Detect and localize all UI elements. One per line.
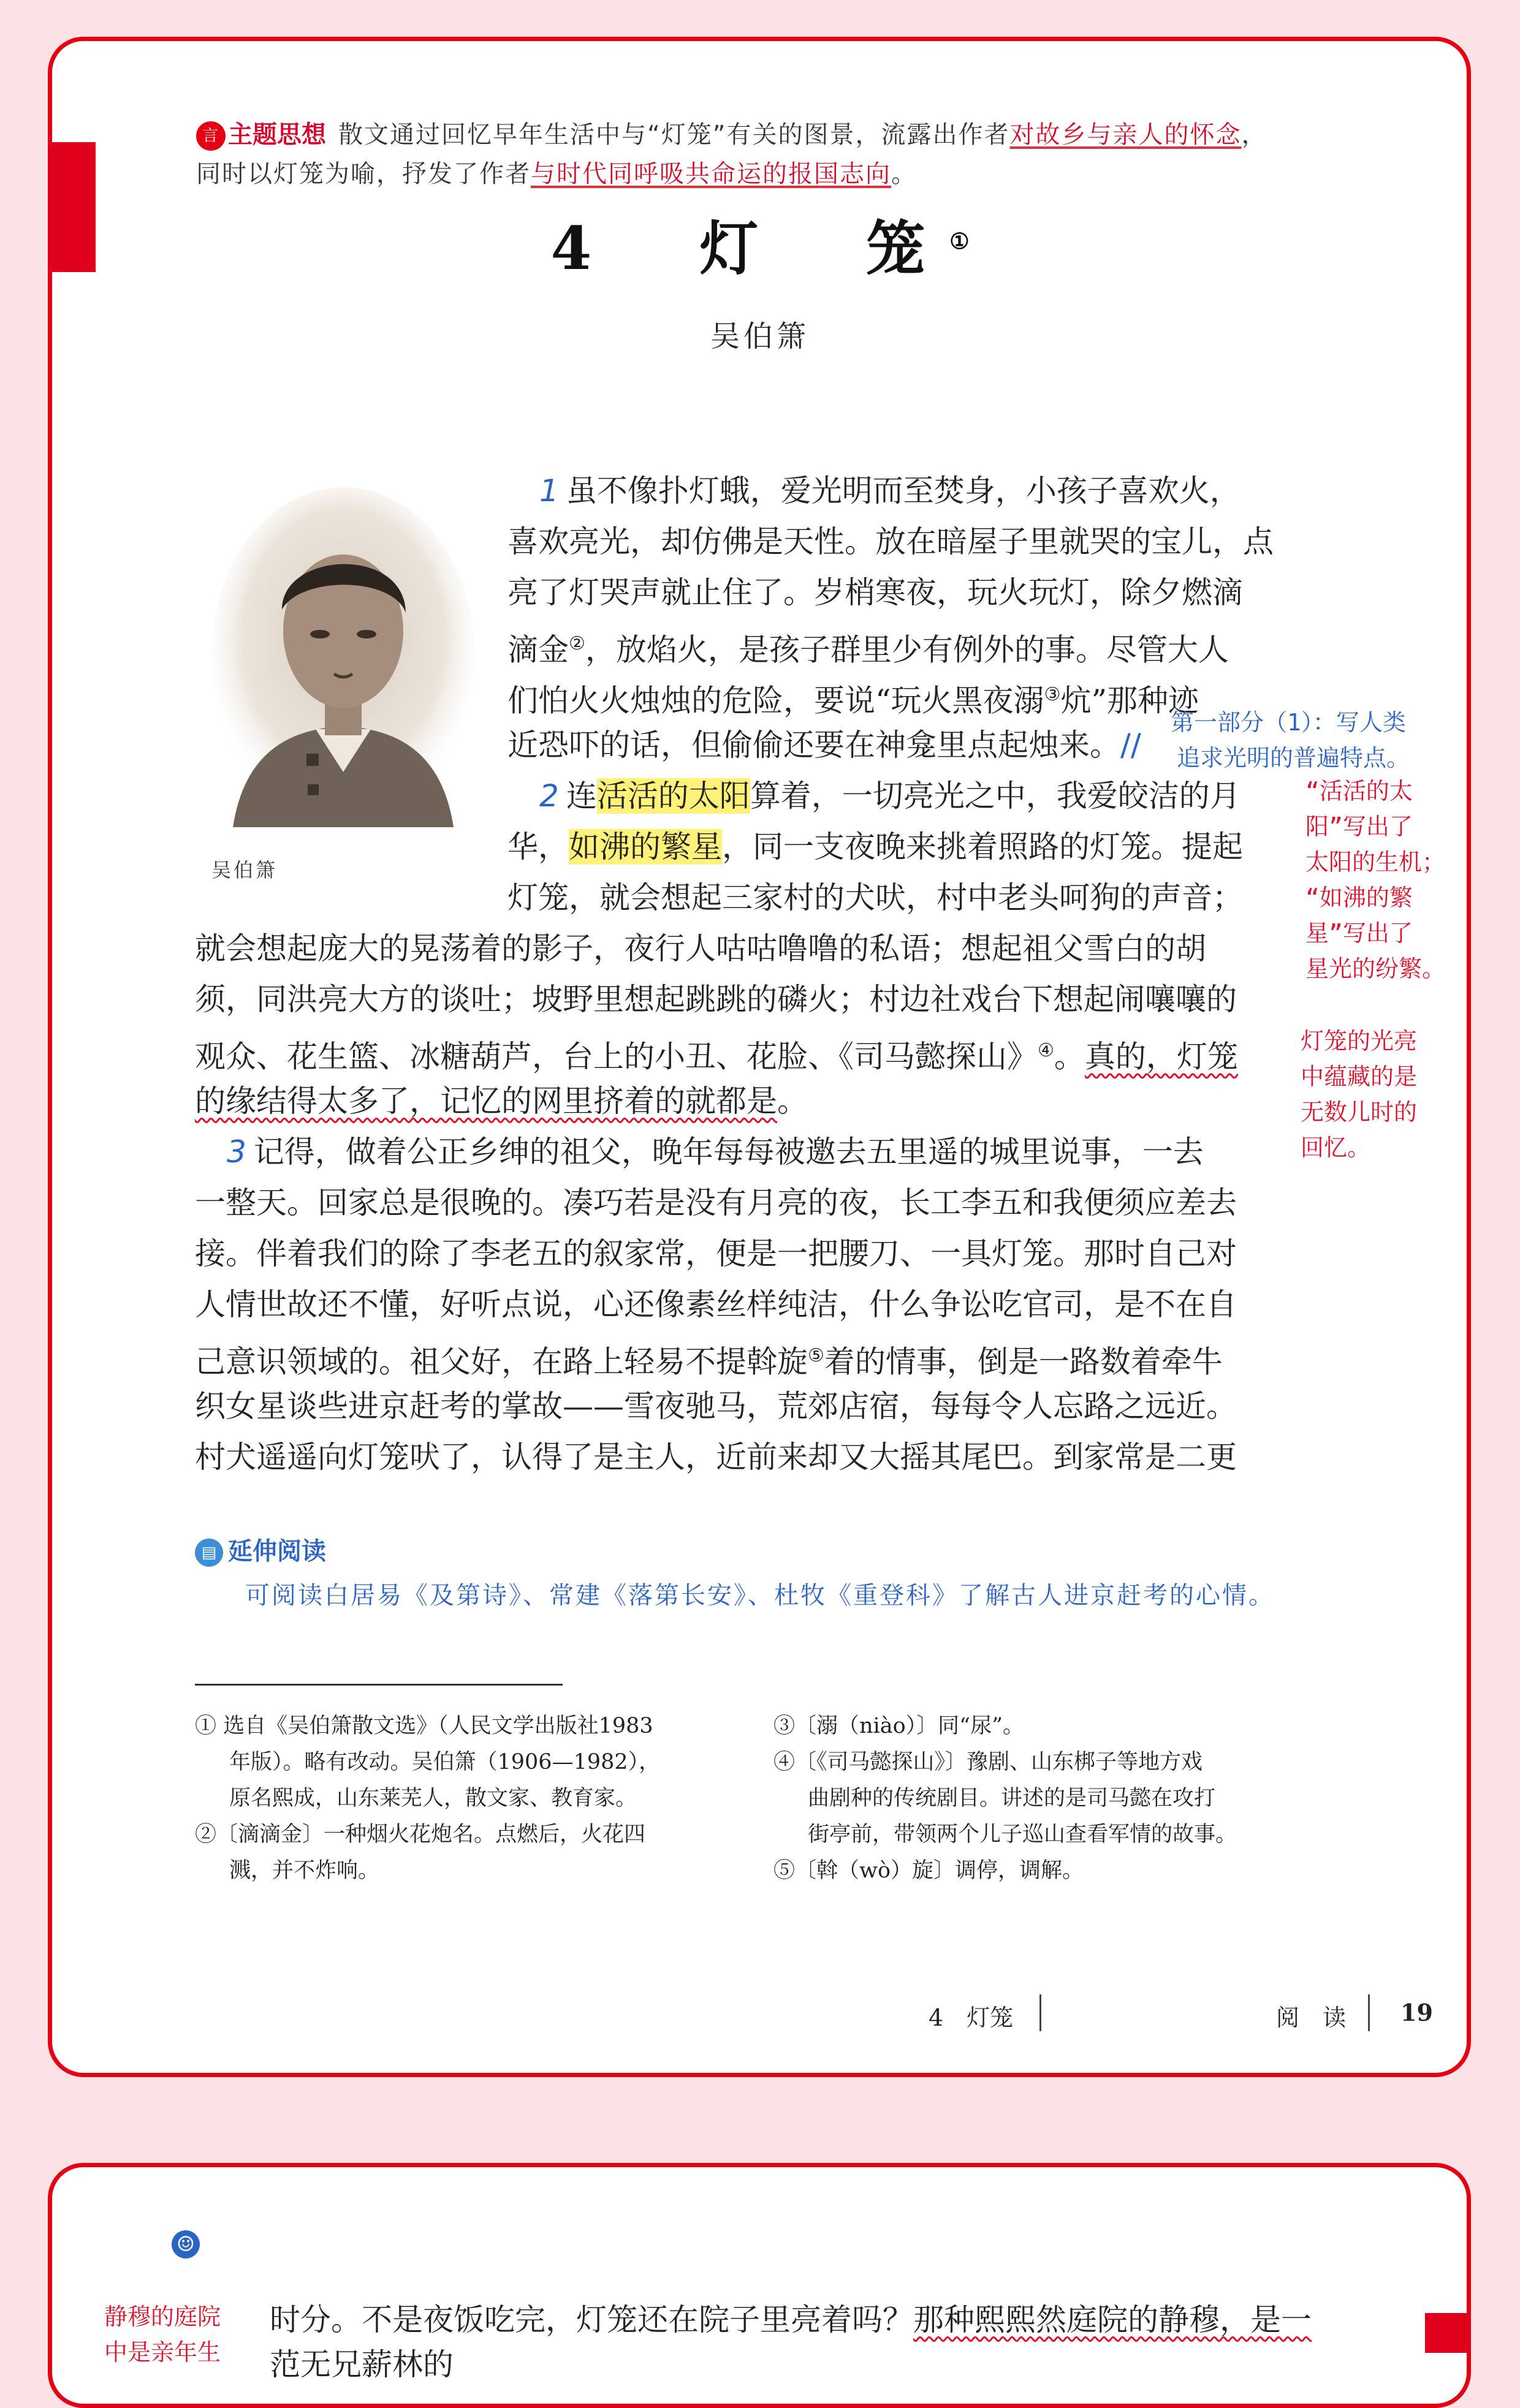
footnote-line: 溅，并不炸响。 — [229, 1858, 380, 1883]
text: 时分。不是夜饭吃完，灯笼还在院子里亮着吗？ — [270, 2302, 913, 2338]
footer-divider — [1039, 1994, 1041, 2031]
body-line: 亮了灯哭声就止住了。岁梢寒夜，玩火玩灯，除夕燃滴 — [507, 575, 1243, 610]
title-footnote-mark: ① — [949, 229, 970, 254]
annotation-line: 无数儿时的 — [1301, 1099, 1418, 1126]
body-line: 一整天。回家总是很晚的。凑巧若是没有月亮的夜，长工李五和我便须应差去 — [195, 1185, 1237, 1221]
body-line: 范无兄薪林的 — [270, 2347, 454, 2382]
footnotes-right — [773, 1708, 1237, 1889]
body-line — [195, 1076, 808, 1127]
wavy-underlined-text: 的缘结得太多了，记忆的网里挤着的就都是 — [195, 1083, 777, 1119]
body-line — [507, 720, 1141, 771]
footnotes-left — [195, 1708, 660, 1889]
footer-section: 阅 读 — [1276, 2004, 1347, 2031]
margin-annotation-imagery — [1305, 773, 1445, 986]
theme-marked-text: 对故乡与亲人的怀念 — [1009, 121, 1242, 149]
page-number: 19 — [1400, 1999, 1433, 2026]
paragraph-number: 1 — [539, 473, 559, 509]
footnote-line: 原名熙成，山东莱芜人，散文家、教育家。 — [229, 1786, 637, 1811]
theme-icon: 言 — [196, 121, 226, 151]
wavy-underlined-text: 真的，灯笼 — [1084, 1039, 1238, 1075]
text: 华， — [507, 829, 569, 865]
annotation-line: 星”写出了 — [1305, 920, 1413, 947]
annotation-line: 第一部分（1）：写人类 — [1171, 709, 1406, 736]
body-line: 须，同洪亮大方的谈吐；坡野里想起跳跳的磷火；村边社戏台下想起闹嚷嚷的 — [195, 982, 1237, 1017]
theme-text: 散文通过回忆早年生活中与“灯笼”有关的图景，流露出作者 — [338, 121, 1010, 149]
text: 。 — [1054, 1039, 1085, 1075]
theme-line-1 — [196, 115, 1416, 154]
text: 观众、花生篮、冰糖葫芦，台上的小丑、花脸、《司马懿探山》 — [195, 1039, 1038, 1075]
section-divider-mark: // — [1120, 727, 1141, 763]
highlighted-phrase: 如沸的繁星 — [569, 829, 722, 865]
footnote-line: 年版）。略有改动。吴伯箫（1906—1982）， — [229, 1750, 661, 1774]
footnote-mark: ③ — [1044, 684, 1061, 705]
theme-line-2 — [196, 154, 1416, 194]
body-line — [539, 771, 1241, 822]
text: 记得，做着公正乡绅的祖父，晚年每每被邀去五里遥的城里说事，一去 — [253, 1134, 1204, 1170]
text: ，放焰火，是孩子群里少有例外的事。尽管大人 — [585, 632, 1229, 668]
smiley-icon: ☺ — [172, 2230, 200, 2258]
next-page-annotation — [104, 2299, 221, 2370]
footnote-line: 曲剧种的传统剧目。讲述的是司马懿在攻打 — [808, 1786, 1216, 1811]
text: 炕”那种迹 — [1060, 683, 1199, 719]
extension-tag-label: 延伸阅读 — [228, 1537, 326, 1566]
footnote-line: 街亭前，带领两个儿子巡山查看军情的故事。 — [808, 1822, 1237, 1847]
theme-punct: ， — [1241, 121, 1267, 149]
text: 虽不像扑灯蛾，爱光明而至焚身，小孩子喜欢火， — [566, 473, 1241, 509]
theme-marked-text: 与时代同呼吸共命运的报国志向 — [531, 160, 891, 188]
text: 着的情事，倒是一路数着牵牛 — [824, 1344, 1223, 1380]
annotation-line: 追求光明的普遍特点。 — [1177, 744, 1410, 771]
annotation-line: 中蕴藏的是 — [1301, 1063, 1418, 1090]
body-line — [195, 1330, 1223, 1388]
text: ，同一支夜晚来挑着照路的灯笼。提起 — [722, 829, 1243, 865]
footnote-divider — [195, 1684, 563, 1686]
body-line: 灯笼，就会想起三家村的犬吠，村中老头呵狗的声音； — [507, 880, 1243, 915]
annotation-line: “如沸的繁 — [1305, 884, 1413, 911]
extension-reading-tag — [195, 1532, 326, 1567]
highlighted-phrase: 活活的太阳 — [596, 778, 750, 814]
body-line: 人情世故还不懂，好听点说，心还像素丝样纯洁，什么争讼吃官司，是不在自 — [195, 1287, 1237, 1322]
annotation-line: 太阳的生机； — [1305, 849, 1446, 876]
body-line — [507, 618, 1229, 676]
footnote-line: ⑤〔斡（wò）旋〕调停，调解。 — [773, 1858, 1084, 1883]
footnote-mark: ⑤ — [808, 1345, 824, 1366]
footer-lesson: 4 灯笼 — [929, 2004, 1014, 2031]
author-name: 吴伯箫 — [710, 319, 810, 354]
portrait-caption: 吴伯箫 — [211, 858, 278, 882]
body-line — [227, 1127, 1204, 1178]
footnote-line: ① 选自《吴伯箫散文选》（人民文学出版社1983 — [195, 1714, 653, 1738]
lesson-title — [0, 202, 1520, 286]
lesson-number: 4 — [550, 214, 617, 283]
theme-block — [196, 115, 1416, 194]
annotation-line: 星光的纷繁。 — [1305, 955, 1446, 982]
theme-text: 同时以灯笼为喻，抒发了作者 — [196, 160, 531, 188]
text: 近恐吓的话，但偷偷还要在神龛里点起烛来。 — [507, 727, 1120, 763]
footnote-line: ④〔《司马懿探山》〕豫剧、山东梆子等地方戏 — [773, 1750, 1203, 1774]
body-line: 织女星谈些进京赶考的掌故——雪夜驰马，荒郊店宿，每每令人忘路之远近。 — [195, 1388, 1237, 1424]
extension-reading-text: 可阅读白居易《及第诗》、常建《落第长安》、杜牧《重登科》了解古人进京赶考的心情。 — [245, 1581, 1275, 1610]
text: 算着，一切亮光之中，我爱皎洁的月 — [750, 778, 1241, 814]
body-line — [195, 1025, 1238, 1083]
next-textbook-page — [48, 2163, 1471, 2408]
body-line — [507, 822, 1243, 873]
paragraph-number: 2 — [539, 778, 559, 814]
body-line: 村犬遥遥向灯笼吠了，认得了是主人，近前来却又大摇其尾巴。到家常是二更 — [195, 1439, 1237, 1475]
footnote-line: ③〔溺（niào）〕同“尿”。 — [773, 1714, 1024, 1738]
annotation-line: 静穆的庭院 — [104, 2303, 221, 2330]
red-side-tab — [1425, 2313, 1471, 2353]
margin-annotation-memory — [1301, 1023, 1417, 1165]
margin-annotation-part1 — [1171, 705, 1410, 776]
text: 己意识领域的。祖父好，在路上轻易不提斡旋 — [195, 1344, 808, 1380]
annotation-line: 阳”写出了 — [1305, 813, 1413, 840]
theme-tag: 主题思想 — [228, 120, 326, 149]
wavy-underlined-text: 那种熙熙然庭院的静穆，是一 — [913, 2302, 1312, 2338]
footer-divider — [1368, 1994, 1370, 2031]
annotation-line: “活活的太 — [1305, 778, 1413, 805]
lesson-title-text: 灯 笼 — [699, 214, 950, 283]
annotation-line: 回忆。 — [1301, 1134, 1371, 1161]
footnote-mark: ④ — [1038, 1040, 1054, 1061]
body-line: 就会想起庞大的晃荡着的影子，夜行人咕咕噜噜的私语；想起祖父雪白的胡 — [195, 931, 1206, 966]
annotation-line: 中是亲年生 — [104, 2339, 221, 2366]
footnote-mark: ② — [569, 633, 585, 654]
body-line: 喜欢亮光，却仿佛是天性。放在暗屋子里就哭的宝儿，点 — [507, 524, 1274, 559]
author-portrait — [208, 484, 478, 827]
body-line — [270, 2295, 1312, 2346]
theme-punct: 。 — [891, 160, 917, 188]
footnote-line: ②〔滴滴金〕一种烟火花炮名。点燃后，火花四 — [195, 1822, 646, 1847]
body-line — [539, 466, 1241, 517]
body-line: 接。伴着我们的除了李老五的叙家常，便是一把腰刀、一具灯笼。那时自己对 — [195, 1236, 1237, 1271]
book-icon: ▤ — [195, 1539, 223, 1567]
text: 。 — [777, 1083, 808, 1119]
text: 连 — [566, 778, 597, 814]
body-line — [507, 669, 1199, 727]
paragraph-number: 3 — [227, 1134, 246, 1170]
annotation-line: 灯笼的光亮 — [1301, 1028, 1418, 1054]
text: 滴金 — [507, 632, 569, 668]
text: 们怕火火烛烛的危险，要说“玩火黑夜溺 — [507, 683, 1044, 719]
